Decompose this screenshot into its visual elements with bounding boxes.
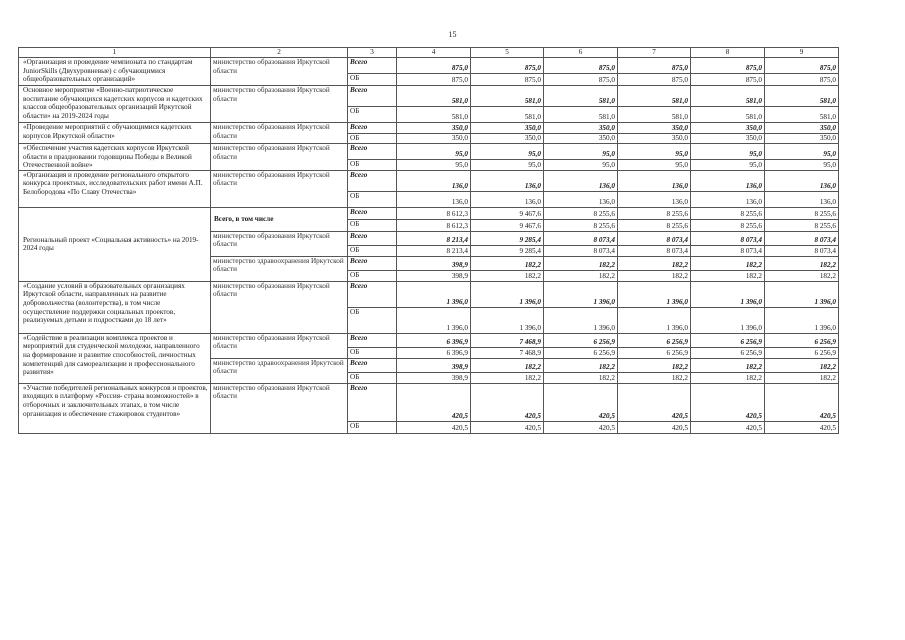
activity-name-cell: «Обеспечение участия кадетских корпусов Иркутской области в праздновании годовщины Победы в Великой Отечественной войне» [19,144,211,171]
ob-value-cell: 182,2 [691,372,765,383]
ob-value-cell: 8 255,6 [691,219,765,231]
activity-name-cell: «Организация и проведение чемпионата по стандартам JuniorSkills (Двухуровневые) с обучающимися общеобразовательных организаций» [19,58,211,86]
ob-value-cell: 350,0 [618,134,691,144]
source-total-label: Всего [348,86,397,107]
total-value-cell: 182,2 [471,256,544,270]
total-value-cell: 95,0 [471,144,544,160]
ob-value-cell: 182,2 [471,270,544,281]
table-row [19,333,839,347]
ob-value-cell: 6 256,9 [618,347,691,358]
project-name-cell: Региональный проект «Социальная активность» на 2019-2024 годы [19,207,211,281]
ob-value-cell: 9 285,4 [471,245,544,256]
source-total-label: Всего [348,231,397,245]
ob-value-cell: 420,5 [397,421,471,433]
ob-value-cell: 6 256,9 [691,347,765,358]
source-total-label: Всего [348,256,397,270]
column-number: 1 [19,48,211,58]
ob-value-cell: 6 256,9 [765,347,839,358]
total-value-cell: 420,5 [618,383,691,421]
ob-value-cell: 8 255,6 [765,219,839,231]
source-total-label: Всего [348,281,397,307]
total-value-cell: 1 396,0 [544,281,618,307]
total-value-cell: 6 256,9 [544,333,618,347]
activity-name-cell: «Содействие в реализации комплекса проектов и мероприятий для студенческой молодежи, направленного на формирование и развитие способностей, личностных компетенций для самореализации и профессионального развития» [19,333,211,383]
source-ob-label: ОБ [348,245,397,256]
total-value-cell: 350,0 [618,123,691,134]
page-number: 15 [448,30,457,39]
ob-value-cell: 1 396,0 [397,307,471,333]
total-value-cell: 875,0 [471,58,544,74]
ob-value-cell: 6 256,9 [544,347,618,358]
total-value-cell: 8 213,4 [397,231,471,245]
total-value-cell: 95,0 [765,144,839,160]
column-number: 4 [397,48,471,58]
table-row [19,207,839,219]
ob-value-cell: 350,0 [691,134,765,144]
source-ob-label: ОБ [348,134,397,144]
responsible-cell: министерство образования Иркутской области [211,170,348,207]
ob-value-cell: 8 255,6 [765,207,839,219]
ob-value-cell: 8 255,6 [544,219,618,231]
total-value-cell: 1 396,0 [765,281,839,307]
ob-value-cell: 136,0 [471,191,544,207]
source-total-label: Всего [348,207,397,219]
total-value-cell: 182,2 [471,358,544,372]
ob-value-cell: 182,2 [544,270,618,281]
source-total-label: Всего [348,383,397,421]
source-total-label: Всего [348,333,397,347]
total-value-cell: 875,0 [691,58,765,74]
total-value-cell: 581,0 [618,86,691,107]
activity-name-cell: «Создание условий в образовательных организациях Иркутской области, направленных на развитие добровольчества (волонтерства), в том числе осуществление поддержки социальных проектов, реализуемых детьми и подростками до 18 лет» [19,281,211,333]
responsible-cell: министерство образования Иркутской области [211,86,348,123]
ob-value-cell: 420,5 [471,421,544,433]
total-value-cell: 182,2 [691,256,765,270]
ob-value-cell: 136,0 [397,191,471,207]
total-value-cell: 581,0 [544,86,618,107]
ob-value-cell: 9 467,6 [471,207,544,219]
responsible-cell: министерство здравоохранения Иркутской области [211,256,348,281]
ob-value-cell: 182,2 [544,372,618,383]
column-number: 9 [765,48,839,58]
source-total-label: Всего [348,144,397,160]
total-value-cell: 581,0 [691,86,765,107]
column-number: 8 [691,48,765,58]
ob-value-cell: 95,0 [618,160,691,171]
ob-value-cell: 182,2 [765,270,839,281]
source-total-label: Всего [348,170,397,191]
table-row [19,86,839,107]
table-row [19,58,839,74]
ob-value-cell: 875,0 [618,74,691,86]
ob-value-cell: 1 396,0 [544,307,618,333]
ob-value-cell: 6 396,9 [397,347,471,358]
total-value-cell: 136,0 [544,170,618,191]
ob-value-cell: 1 396,0 [618,307,691,333]
ob-value-cell: 136,0 [691,191,765,207]
total-value-cell: 6 256,9 [691,333,765,347]
column-number: 6 [544,48,618,58]
ob-value-cell: 581,0 [471,107,544,123]
ob-value-cell: 182,2 [618,270,691,281]
total-value-cell: 182,2 [618,358,691,372]
responsible-cell: министерство образования Иркутской области [211,144,348,171]
responsible-cell: министерство здравоохранения Иркутской области [211,358,348,383]
ob-value-cell: 136,0 [544,191,618,207]
total-value-cell: 875,0 [765,58,839,74]
ob-value-cell: 8 612,3 [397,207,471,219]
total-value-cell: 875,0 [618,58,691,74]
total-value-cell: 875,0 [397,58,471,74]
responsible-cell: министерство образования Иркутской области [211,123,348,144]
ob-value-cell: 182,2 [471,372,544,383]
ob-value-cell: 420,5 [691,421,765,433]
total-value-cell: 182,2 [544,358,618,372]
source-ob-label: ОБ [348,160,397,171]
ob-value-cell: 1 396,0 [765,307,839,333]
ob-value-cell: 420,5 [544,421,618,433]
ob-value-cell: 182,2 [765,372,839,383]
ob-value-cell: 875,0 [471,74,544,86]
total-value-cell: 581,0 [397,86,471,107]
ob-value-cell: 95,0 [691,160,765,171]
total-value-cell: 1 396,0 [471,281,544,307]
ob-value-cell: 136,0 [618,191,691,207]
ob-value-cell: 420,5 [618,421,691,433]
activity-name-cell: «Проведение мероприятий с обучающимися кадетских корпусов Иркутской области» [19,123,211,144]
source-total-label: Всего [348,123,397,134]
source-ob-label: ОБ [348,219,397,231]
total-value-cell: 398,9 [397,256,471,270]
ob-value-cell: 1 396,0 [691,307,765,333]
activity-name-cell: Основное мероприятие «Военно-патриотическое воспитание обучающихся кадетских корпусов и кадетских классов общеобразовательных организаций Иркутской области» на 2019-2024 годы [19,86,211,123]
table-header-row [19,48,839,58]
ob-value-cell: 581,0 [544,107,618,123]
ob-value-cell: 420,5 [765,421,839,433]
source-ob-label: ОБ [348,421,397,433]
source-ob-label: ОБ [348,107,397,123]
total-value-cell: 420,5 [691,383,765,421]
total-value-cell: 350,0 [544,123,618,134]
table-row [19,144,839,160]
total-value-cell: 581,0 [765,86,839,107]
ob-value-cell: 581,0 [691,107,765,123]
responsible-cell: министерство образования Иркутской области [211,231,348,256]
total-value-cell: 95,0 [544,144,618,160]
total-value-cell: 136,0 [691,170,765,191]
total-value-cell: 8 073,4 [691,231,765,245]
column-number: 5 [471,48,544,58]
ob-value-cell: 1 396,0 [471,307,544,333]
total-value-cell: 95,0 [397,144,471,160]
source-ob-label: ОБ [348,372,397,383]
table-row [19,123,839,134]
column-number: 7 [618,48,691,58]
column-number: 2 [211,48,348,58]
ob-value-cell: 8 073,4 [765,245,839,256]
source-ob-label: ОБ [348,74,397,86]
project-total-label: Всего, в том числе [211,207,348,231]
responsible-cell: министерство образования Иркутской области [211,281,348,333]
activity-name-cell: «Организация и проведение регионального открытого конкурса проектных, исследовательских работ имени А.П. Белобородова «По Славу Отечества» [19,170,211,207]
ob-value-cell: 95,0 [471,160,544,171]
ob-value-cell: 875,0 [397,74,471,86]
ob-value-cell: 875,0 [544,74,618,86]
ob-value-cell: 8 073,4 [691,245,765,256]
responsible-cell: министерство образования Иркутской области [211,383,348,433]
total-value-cell: 182,2 [691,358,765,372]
total-value-cell: 398,9 [397,358,471,372]
ob-value-cell: 7 468,9 [471,347,544,358]
source-ob-label: ОБ [348,270,397,281]
ob-value-cell: 875,0 [765,74,839,86]
total-value-cell: 6 396,9 [397,333,471,347]
total-value-cell: 1 396,0 [618,281,691,307]
column-number: 3 [348,48,397,58]
ob-value-cell: 9 467,6 [471,219,544,231]
total-value-cell: 581,0 [471,86,544,107]
total-value-cell: 182,2 [618,256,691,270]
ob-value-cell: 8 255,6 [691,207,765,219]
total-value-cell: 95,0 [618,144,691,160]
total-value-cell: 6 256,9 [765,333,839,347]
source-total-label: Всего [348,358,397,372]
source-ob-label: ОБ [348,347,397,358]
ob-value-cell: 8 073,4 [544,245,618,256]
ob-value-cell: 8 255,6 [618,219,691,231]
ob-value-cell: 581,0 [618,107,691,123]
ob-value-cell: 875,0 [691,74,765,86]
total-value-cell: 6 256,9 [618,333,691,347]
ob-value-cell: 95,0 [544,160,618,171]
total-value-cell: 136,0 [397,170,471,191]
total-value-cell: 350,0 [471,123,544,134]
total-value-cell: 9 285,4 [471,231,544,245]
ob-value-cell: 350,0 [397,134,471,144]
total-value-cell: 95,0 [691,144,765,160]
total-value-cell: 1 396,0 [691,281,765,307]
ob-value-cell: 398,9 [397,372,471,383]
ob-value-cell: 8 073,4 [618,245,691,256]
total-value-cell: 350,0 [397,123,471,134]
ob-value-cell: 95,0 [397,160,471,171]
table-row [19,170,839,191]
source-ob-label: ОБ [348,191,397,207]
ob-value-cell: 350,0 [765,134,839,144]
total-value-cell: 1 396,0 [397,281,471,307]
total-value-cell: 420,5 [544,383,618,421]
ob-value-cell: 136,0 [765,191,839,207]
table-row [19,383,839,421]
ob-value-cell: 182,2 [691,270,765,281]
total-value-cell: 8 073,4 [765,231,839,245]
total-value-cell: 8 073,4 [618,231,691,245]
ob-value-cell: 581,0 [765,107,839,123]
total-value-cell: 136,0 [765,170,839,191]
total-value-cell: 420,5 [397,383,471,421]
total-value-cell: 182,2 [765,358,839,372]
total-value-cell: 875,0 [544,58,618,74]
total-value-cell: 8 073,4 [544,231,618,245]
responsible-cell: министерство образования Иркутской области [211,333,348,358]
ob-value-cell: 350,0 [471,134,544,144]
ob-value-cell: 581,0 [397,107,471,123]
total-value-cell: 420,5 [471,383,544,421]
total-value-cell: 182,2 [544,256,618,270]
ob-value-cell: 182,2 [618,372,691,383]
total-value-cell: 7 468,9 [471,333,544,347]
total-value-cell: 182,2 [765,256,839,270]
ob-value-cell: 8 255,6 [544,207,618,219]
total-value-cell: 420,5 [765,383,839,421]
total-value-cell: 136,0 [618,170,691,191]
activity-name-cell: «Участие победителей региональных конкурсов и проектов, входящих в платформу «Россия- страна возможностей» в отборочных и заключительных этапах, в том числе организация и обеспечение стажировок студентов» [19,383,211,433]
ob-value-cell: 8 255,6 [618,207,691,219]
total-value-cell: 350,0 [765,123,839,134]
ob-value-cell: 398,9 [397,270,471,281]
total-value-cell: 350,0 [691,123,765,134]
budget-table [18,47,839,434]
source-ob-label: ОБ [348,307,397,333]
source-total-label: Всего [348,58,397,74]
ob-value-cell: 350,0 [544,134,618,144]
ob-value-cell: 8 213,4 [397,245,471,256]
ob-value-cell: 8 612,3 [397,219,471,231]
total-value-cell: 136,0 [471,170,544,191]
table-row [19,281,839,307]
responsible-cell: министерство образования Иркутской области [211,58,348,86]
ob-value-cell: 95,0 [765,160,839,171]
